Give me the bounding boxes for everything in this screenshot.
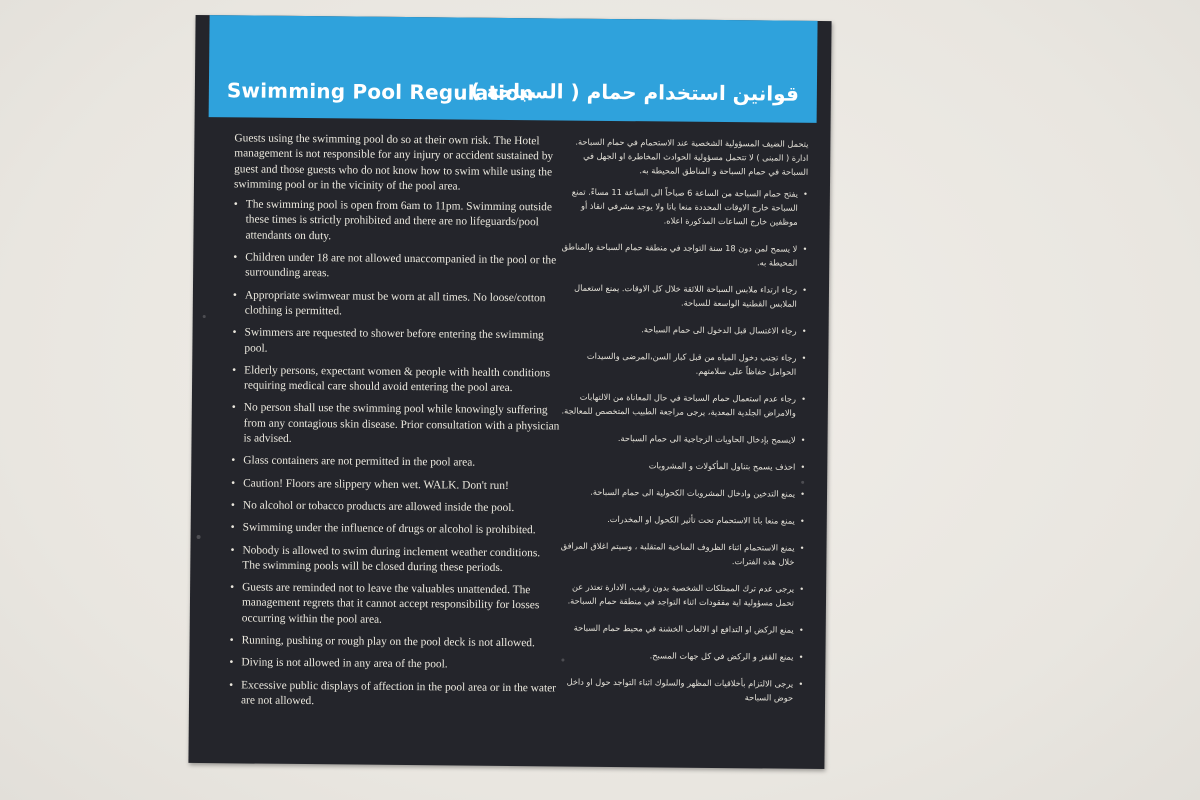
arabic-rule: • يمنع الاستحمام اثناء الظروف المناخية المتقلبة ، وسيتم اغلاق المرافق خلال هذه الفترات. — [556, 538, 804, 568]
english-rule: • Diving is not allowed in any area of the pool. — [229, 656, 557, 674]
arabic-rule: • يمنع منعا باتا الاستحمام تحت تأثير الكحول او المخدرات. — [557, 511, 805, 527]
english-rule: • No alcohol or tobacco products are allowed inside the pool. — [231, 498, 559, 516]
arabic-rule: • رجاء تجنب دخول المياه من قبل كبار السن،المرضى والسيدات الحوامل حفاظاً على سلامتهم. — [558, 348, 806, 378]
english-rules-list — [229, 198, 562, 712]
english-rule: • Glass containers are not permitted in the pool area. — [231, 454, 559, 472]
english-intro: Guests using the swimming pool do so at their own risk. The Hotel management is not responsible for any injury or accident sustained by guest and those guests who do not know how to swim while using the swimming pool or in the vicinity of the pool area. — [233, 132, 554, 193]
english-rule: • No person shall use the swimming pool while knowingly suffering from any contagious skin disease. Prior consultation with a physician is advised. — [231, 401, 559, 450]
title-arabic: قوانين استخدام حمام ( السباحة ) — [470, 78, 799, 106]
arabic-rule: • يمنع الركض او التدافع او الالعاب الخشنة في محيط حمام السباحة — [556, 620, 804, 636]
english-rule: • Appropriate swimwear must be worn at all times. No loose/cotton clothing is permitted. — [233, 288, 561, 322]
arabic-rule: • رجاء الاغتسال قبل الدخول الى حمام السباحة. — [559, 321, 807, 337]
arabic-rule: • لا يسمح لمن دون 18 سنة التواجد في منطقة حمام السباحة والمناطق المحيطة به. — [559, 239, 807, 269]
arabic-rule: • يمنع التدخين وادخال المشروبات الكحولية الى حمام السباحة. — [557, 484, 805, 500]
english-rule: • Caution! Floors are slippery when wet. WALK. Don't run! — [231, 476, 559, 494]
english-rule: • Nobody is allowed to swim during inclement weather conditions. The swimming pools will be closed during these periods. — [230, 543, 558, 577]
english-rule: • Running, pushing or rough play on the pool deck is not allowed. — [230, 633, 558, 651]
title-english: Swimming Pool Regulation — [226, 78, 534, 106]
english-rule: • Children under 18 are not allowed unaccompanied in the pool or the surrounding areas. — [233, 250, 561, 284]
english-rule: • The swimming pool is open from 6am to 11pm. Swimming outside these times is strictly prohibited and there are no lifeguards/pool attendants on duty. — [233, 198, 561, 247]
wear-speck — [197, 535, 201, 539]
english-rule: • Swimming under the influence of drugs or alcohol is prohibited. — [231, 521, 559, 539]
arabic-rule: • يمنع القفز و الركض في كل جهات المسبح. — [555, 647, 803, 663]
wear-speck — [561, 659, 564, 662]
sign-header-band — [209, 15, 818, 123]
arabic-rules-list — [555, 184, 808, 704]
wear-speck — [203, 315, 206, 318]
arabic-column — [555, 134, 809, 717]
english-column — [229, 131, 563, 718]
pool-regulation-sign — [188, 15, 831, 769]
arabic-rule: • احذف يسمح بتناول المأكولات و المشروبات — [557, 457, 805, 473]
english-rule: • Elderly persons, expectant women & people with health conditions requiring medical care should avoid entering the pool area. — [232, 363, 560, 397]
arabic-rule: • يرجى الالتزام بأخلاقيات المظهر والسلوك اثناء التواجد حول او داخل حوض السباحة — [555, 674, 803, 704]
english-rule: • Excessive public displays of affection in the pool area or in the water are not allowed. — [229, 678, 557, 712]
arabic-rule: • يفتح حمام السباحة من الساعة 6 صباحاً الى الساعة 11 مساءً. تمنع السباحة خارج الاوقات المحددة منعا باتا ولا يوجد مشرفي انقاذ أو موظفين خارج الساعات المذكورة اعلاه. — [560, 184, 808, 228]
arabic-rule: • رجاء عدم استعمال حمام السباحة في حال المعاناة من الالتهابات والامراض الجلدية المعدية، يرجى مراجعة الطبيب المتخصص للمعالجة. — [558, 389, 806, 419]
arabic-intro: يتحمل الضيف المسؤولية الشخصية عند الاستحمام في حمام السباحة. ادارة ( المبنى ) لا تتحمل مسؤولية الحوادث المخاطرة او الجهل في السباحة في حمام السباحة و المناطق المحيطة به. — [575, 136, 809, 177]
english-rule: • Swimmers are requested to shower before entering the swimming pool. — [232, 326, 560, 360]
wear-speck — [801, 481, 804, 484]
english-rule: • Guests are reminded not to leave the valuables unattended. The management regrets that it cannot accept responsibility for losses occurring within the pool area. — [230, 580, 558, 629]
arabic-rule: • لايسمح بإدخال الحاويات الزجاجية الى حمام السباحة. — [557, 430, 805, 446]
arabic-rule: • رجاء ارتداء ملابس السباحة اللائقة خلال كل الاوقات. يمنع استعمال الملابس القطنية الواسعة للسباحة. — [559, 280, 807, 310]
arabic-rule: • يرجى عدم ترك الممتلكات الشخصية بدون رقيب، الادارة تعتذر عن تحمل مسؤولية اية مفقودات اثناء التواجد في منطقة حمام السباحة. — [556, 579, 804, 609]
